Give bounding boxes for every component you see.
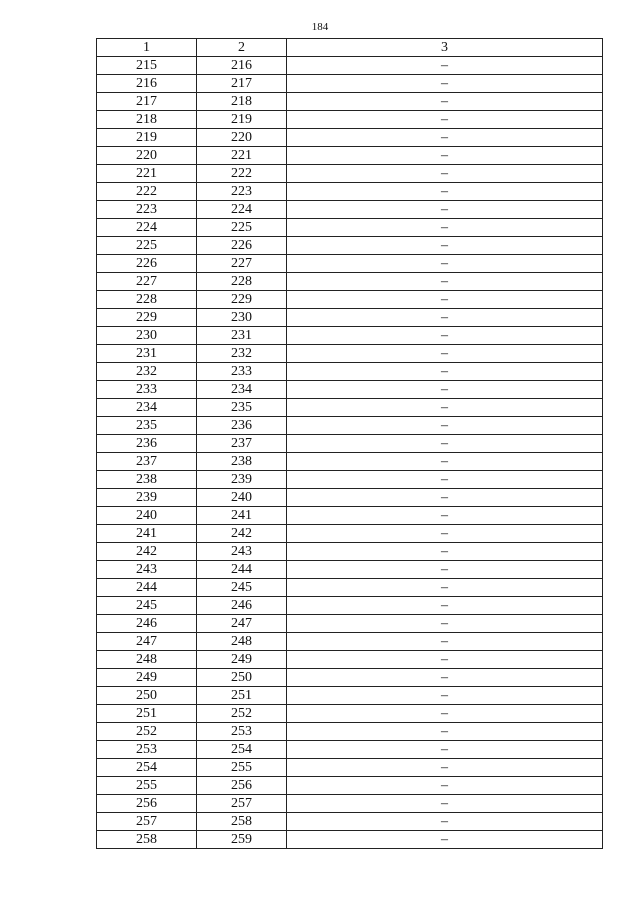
table-cell-col-1: 241 — [97, 525, 197, 543]
table-cell-col-1: 233 — [97, 381, 197, 399]
column-header-1: 1 — [97, 39, 197, 57]
data-table — [96, 38, 603, 849]
table-cell-col-3: – — [287, 741, 603, 759]
table-cell-col-2: 247 — [197, 615, 287, 633]
table-row — [97, 57, 603, 75]
table-cell-col-1: 216 — [97, 75, 197, 93]
table-cell-col-1: 235 — [97, 417, 197, 435]
table-cell-col-3: – — [287, 381, 603, 399]
table-row — [97, 363, 603, 381]
table-cell-col-3: – — [287, 687, 603, 705]
table-row — [97, 399, 603, 417]
table-cell-col-1: 258 — [97, 831, 197, 849]
table-row — [97, 795, 603, 813]
table-cell-col-2: 252 — [197, 705, 287, 723]
table-cell-col-1: 249 — [97, 669, 197, 687]
table-cell-col-2: 236 — [197, 417, 287, 435]
table-cell-col-1: 237 — [97, 453, 197, 471]
column-header-2: 2 — [197, 39, 287, 57]
table-cell-col-1: 236 — [97, 435, 197, 453]
table-row — [97, 237, 603, 255]
table-cell-col-1: 225 — [97, 237, 197, 255]
table-row — [97, 147, 603, 165]
table-cell-col-2: 219 — [197, 111, 287, 129]
table-cell-col-3: – — [287, 417, 603, 435]
table-cell-col-3: – — [287, 507, 603, 525]
table-row — [97, 381, 603, 399]
table-cell-col-2: 225 — [197, 219, 287, 237]
table-cell-col-2: 217 — [197, 75, 287, 93]
table-cell-col-1: 254 — [97, 759, 197, 777]
table-header — [97, 39, 603, 57]
table-row — [97, 471, 603, 489]
table-cell-col-2: 242 — [197, 525, 287, 543]
table-cell-col-1: 250 — [97, 687, 197, 705]
table-cell-col-1: 232 — [97, 363, 197, 381]
table-cell-col-3: – — [287, 831, 603, 849]
table-cell-col-2: 227 — [197, 255, 287, 273]
table-cell-col-2: 248 — [197, 633, 287, 651]
table-cell-col-3: – — [287, 129, 603, 147]
table-cell-col-2: 245 — [197, 579, 287, 597]
table-row — [97, 651, 603, 669]
table-cell-col-3: – — [287, 273, 603, 291]
table-row — [97, 201, 603, 219]
table-row — [97, 669, 603, 687]
table-cell-col-2: 222 — [197, 165, 287, 183]
table-row — [97, 273, 603, 291]
table-cell-col-3: – — [287, 57, 603, 75]
table-cell-col-2: 233 — [197, 363, 287, 381]
table-cell-col-2: 259 — [197, 831, 287, 849]
table-cell-col-1: 229 — [97, 309, 197, 327]
table-row — [97, 219, 603, 237]
table-cell-col-3: – — [287, 345, 603, 363]
table-cell-col-1: 251 — [97, 705, 197, 723]
table-cell-col-2: 224 — [197, 201, 287, 219]
table-cell-col-2: 255 — [197, 759, 287, 777]
table-row — [97, 129, 603, 147]
table-row — [97, 507, 603, 525]
table-cell-col-3: – — [287, 435, 603, 453]
table-cell-col-1: 220 — [97, 147, 197, 165]
table-cell-col-1: 252 — [97, 723, 197, 741]
column-header-3: 3 — [287, 39, 603, 57]
table-cell-col-2: 249 — [197, 651, 287, 669]
table-cell-col-3: – — [287, 75, 603, 93]
table-cell-col-1: 247 — [97, 633, 197, 651]
table-cell-col-3: – — [287, 471, 603, 489]
table-row — [97, 687, 603, 705]
table-cell-col-1: 243 — [97, 561, 197, 579]
table-cell-col-3: – — [287, 399, 603, 417]
table-cell-col-1: 257 — [97, 813, 197, 831]
table-cell-col-3: – — [287, 579, 603, 597]
table-cell-col-2: 258 — [197, 813, 287, 831]
table-cell-col-2: 241 — [197, 507, 287, 525]
table-cell-col-1: 245 — [97, 597, 197, 615]
header-row — [97, 39, 603, 57]
table-cell-col-3: – — [287, 237, 603, 255]
table-cell-col-1: 231 — [97, 345, 197, 363]
table-cell-col-3: – — [287, 795, 603, 813]
table-cell-col-2: 257 — [197, 795, 287, 813]
table-row — [97, 543, 603, 561]
table-row — [97, 345, 603, 363]
table-cell-col-3: – — [287, 453, 603, 471]
table-cell-col-3: – — [287, 165, 603, 183]
table-cell-col-3: – — [287, 489, 603, 507]
table-cell-col-2: 251 — [197, 687, 287, 705]
table-cell-col-3: – — [287, 111, 603, 129]
table-cell-col-1: 253 — [97, 741, 197, 759]
table-cell-col-3: – — [287, 669, 603, 687]
table-cell-col-1: 221 — [97, 165, 197, 183]
table-cell-col-2: 228 — [197, 273, 287, 291]
table-row — [97, 615, 603, 633]
table-cell-col-2: 253 — [197, 723, 287, 741]
table-cell-col-1: 256 — [97, 795, 197, 813]
table-cell-col-2: 246 — [197, 597, 287, 615]
table-row — [97, 435, 603, 453]
table-cell-col-3: – — [287, 615, 603, 633]
table-row — [97, 453, 603, 471]
table-row — [97, 723, 603, 741]
table-cell-col-2: 240 — [197, 489, 287, 507]
table-cell-col-2: 220 — [197, 129, 287, 147]
table-row — [97, 741, 603, 759]
table-cell-col-3: – — [287, 183, 603, 201]
table-cell-col-3: – — [287, 651, 603, 669]
table-cell-col-3: – — [287, 633, 603, 651]
table-cell-col-1: 244 — [97, 579, 197, 597]
table-cell-col-2: 231 — [197, 327, 287, 345]
table-cell-col-2: 244 — [197, 561, 287, 579]
table-row — [97, 777, 603, 795]
table-row — [97, 813, 603, 831]
table-row — [97, 291, 603, 309]
table-cell-col-1: 240 — [97, 507, 197, 525]
table-cell-col-1: 222 — [97, 183, 197, 201]
table-row — [97, 183, 603, 201]
table-cell-col-3: – — [287, 309, 603, 327]
table-cell-col-3: – — [287, 147, 603, 165]
table-cell-col-2: 221 — [197, 147, 287, 165]
table-cell-col-1: 238 — [97, 471, 197, 489]
table-cell-col-3: – — [287, 561, 603, 579]
table-cell-col-2: 254 — [197, 741, 287, 759]
table-cell-col-1: 218 — [97, 111, 197, 129]
table-body — [97, 57, 603, 849]
table-cell-col-3: – — [287, 777, 603, 795]
table-row — [97, 111, 603, 129]
page-number: 184 — [311, 21, 329, 33]
table-cell-col-1: 223 — [97, 201, 197, 219]
table-cell-col-2: 230 — [197, 309, 287, 327]
table-row — [97, 93, 603, 111]
table-cell-col-3: – — [287, 255, 603, 273]
table-cell-col-3: – — [287, 201, 603, 219]
table-cell-col-3: – — [287, 327, 603, 345]
table-row — [97, 75, 603, 93]
table-cell-col-2: 232 — [197, 345, 287, 363]
table-cell-col-3: – — [287, 813, 603, 831]
table-row — [97, 633, 603, 651]
table-row — [97, 417, 603, 435]
table-cell-col-1: 234 — [97, 399, 197, 417]
table-row — [97, 561, 603, 579]
table-cell-col-2: 237 — [197, 435, 287, 453]
table-cell-col-2: 229 — [197, 291, 287, 309]
table-cell-col-1: 230 — [97, 327, 197, 345]
table-cell-col-1: 226 — [97, 255, 197, 273]
table-row — [97, 831, 603, 849]
table-row — [97, 309, 603, 327]
table-cell-col-1: 248 — [97, 651, 197, 669]
table-cell-col-3: – — [287, 219, 603, 237]
table-cell-col-1: 239 — [97, 489, 197, 507]
table-cell-col-2: 223 — [197, 183, 287, 201]
table-cell-col-1: 255 — [97, 777, 197, 795]
table-row — [97, 759, 603, 777]
table-cell-col-1: 215 — [97, 57, 197, 75]
table-cell-col-3: – — [287, 291, 603, 309]
table-cell-col-2: 234 — [197, 381, 287, 399]
table-cell-col-1: 227 — [97, 273, 197, 291]
table-cell-col-2: 226 — [197, 237, 287, 255]
table-cell-col-3: – — [287, 723, 603, 741]
table-row — [97, 255, 603, 273]
table-cell-col-1: 217 — [97, 93, 197, 111]
table-row — [97, 579, 603, 597]
table-cell-col-3: – — [287, 363, 603, 381]
table-cell-col-1: 246 — [97, 615, 197, 633]
table-cell-col-2: 216 — [197, 57, 287, 75]
table-cell-col-3: – — [287, 597, 603, 615]
table-cell-col-1: 224 — [97, 219, 197, 237]
table-cell-col-3: – — [287, 543, 603, 561]
table-row — [97, 525, 603, 543]
table-cell-col-3: – — [287, 705, 603, 723]
table-row — [97, 597, 603, 615]
table-cell-col-2: 235 — [197, 399, 287, 417]
table-cell-col-3: – — [287, 759, 603, 777]
table-cell-col-2: 238 — [197, 453, 287, 471]
table-cell-col-2: 239 — [197, 471, 287, 489]
table-row — [97, 165, 603, 183]
table-cell-col-2: 243 — [197, 543, 287, 561]
table-cell-col-3: – — [287, 93, 603, 111]
table-cell-col-1: 228 — [97, 291, 197, 309]
table-cell-col-1: 242 — [97, 543, 197, 561]
table-cell-col-1: 219 — [97, 129, 197, 147]
table-cell-col-2: 218 — [197, 93, 287, 111]
table-cell-col-2: 256 — [197, 777, 287, 795]
table-row — [97, 327, 603, 345]
table-row — [97, 489, 603, 507]
table-cell-col-3: – — [287, 525, 603, 543]
table-row — [97, 705, 603, 723]
table-cell-col-2: 250 — [197, 669, 287, 687]
